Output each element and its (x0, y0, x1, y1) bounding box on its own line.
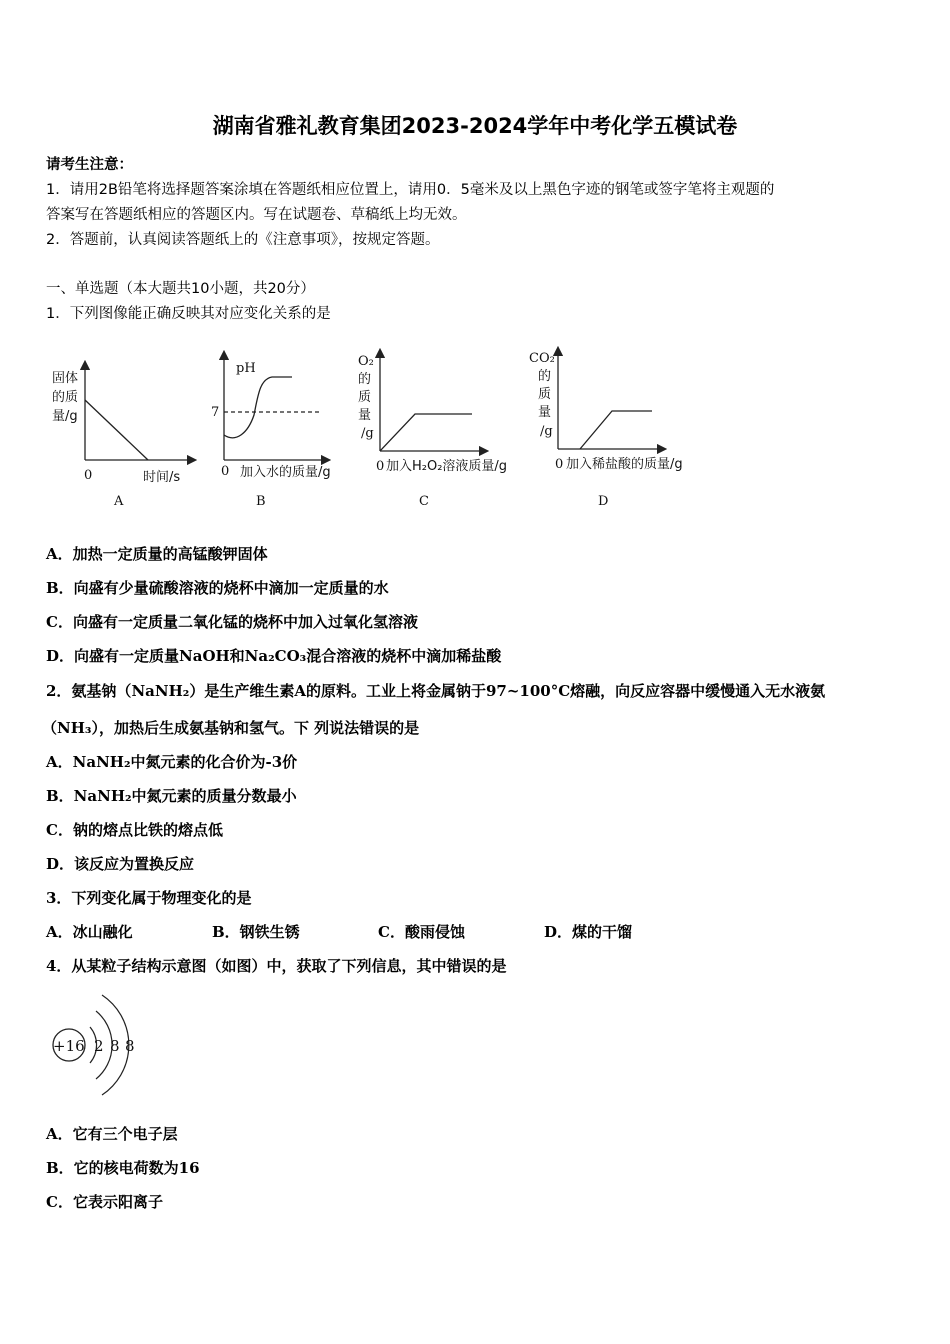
graph-b-label: B (256, 494, 266, 509)
graph-d (529, 351, 683, 509)
graph-c-label: C (419, 494, 429, 509)
notice-item-1a: 1．请用2B铅笔将选择题答案涂填在答题纸相应位置上，请用0．5毫米及以上黑色字迹的钢笔或签字笔将主观题的 (46, 182, 775, 198)
graph-c-ylabel-5: /g (361, 426, 374, 441)
graph-a-curve (85, 400, 148, 460)
q3-options (46, 921, 632, 942)
graph-a-ylabel-3: 量/g (52, 409, 78, 424)
graph-d-xlabel: 加入稀盐酸的质量/g (566, 457, 683, 472)
q1-option-d: D．向盛有一定质量NaOH和Na₂CO₃混合溶液的烧杯中滴加稀盐酸 (46, 647, 502, 665)
graph-d-curve (580, 411, 652, 449)
graph-c (358, 353, 507, 509)
q1-option-a: A．加热一定质量的高锰酸钾固体 (46, 545, 268, 563)
q2-stem-line-2: （NH₃），加热后生成氨基钠和氢气。下 列说法错误的是 (42, 719, 420, 737)
notice-item-2: 2．答题前，认真阅读答题纸上的《注意事项》，按规定答题。 (46, 232, 440, 248)
graph-c-ylabel-4: 量 (358, 408, 372, 423)
notice-item-1b: 答案写在答题纸相应的答题区内。写在试题卷、草稿纸上均无效。 (46, 207, 467, 223)
q2-option-c: C．钠的熔点比铁的熔点低 (46, 821, 223, 839)
graph-a-label: A (114, 494, 124, 509)
q1-option-c: C．向盛有一定质量二氧化锰的烧杯中加入过氧化氢溶液 (46, 613, 418, 631)
q2-option-a: A．NaNH₂中氮元素的化合价为-3价 (46, 753, 298, 771)
q1-option-b: B．向盛有少量硫酸溶液的烧杯中滴加一定质量的水 (46, 579, 389, 597)
q1-stem: 1．下列图像能正确反映其对应变化关系的是 (46, 306, 331, 322)
q3-stem: 3．下列变化属于物理变化的是 (46, 889, 252, 907)
page-title: 湖南省雅礼教育集团2023-2024学年中考化学五模试卷 (212, 114, 738, 138)
notice-heading: 请考生注意： (46, 157, 133, 173)
q3-option-d: D．煤的干馏 (544, 923, 633, 941)
q1-figures (0, 335, 950, 515)
graph-c-curve (380, 414, 472, 451)
graph-c-ylabel-2: 的 (358, 372, 372, 387)
graph-a (52, 365, 192, 509)
q3-option-a: A．冰山融化 (46, 923, 133, 941)
shell-count-2: 8 (110, 1037, 120, 1055)
graph-c-ylabel-1: O₂ (358, 354, 374, 369)
q4-option-c: C．它表示阳离子 (46, 1193, 163, 1211)
graph-b (211, 355, 331, 509)
graph-d-ylabel-2: 的 (538, 369, 552, 384)
graph-b-ylabel: pH (236, 361, 256, 376)
graph-c-origin: 0 (376, 459, 385, 474)
q4-option-a: A．它有三个电子层 (46, 1125, 178, 1143)
graph-d-ylabel-1: CO₂ (529, 351, 555, 366)
q2-stem-line-1: 2．氨基钠（NaNH₂）是生产维生素A的原料。工业上将金属钠于97~100°C熔融，向反应容器中缓慢通入无水液氨 (46, 682, 826, 700)
graph-d-ylabel-4: 量 (538, 405, 552, 420)
graph-d-ylabel-5: /g (540, 424, 553, 439)
shell-count-3: 8 (125, 1037, 135, 1055)
q2-option-d: D．该反应为置换反应 (46, 855, 195, 873)
q3-option-c: C．酸雨侵蚀 (378, 923, 465, 941)
section-heading: 一、单选题（本大题共10小题，共20分） (46, 281, 315, 297)
graph-a-xlabel: 时间/s (143, 470, 181, 485)
q3-option-b: B．钢铁生锈 (212, 923, 300, 941)
graph-d-label: D (598, 494, 609, 509)
graph-d-ylabel-3: 质 (538, 387, 552, 402)
graph-b-origin: 0 (221, 464, 230, 479)
q2-option-b: B．NaNH₂中氮元素的质量分数最小 (46, 787, 297, 805)
q4-atom-diagram (40, 985, 160, 1105)
nucleus-charge: +16 (53, 1037, 85, 1055)
graph-d-origin: 0 (555, 457, 564, 472)
graph-b-tick-7: 7 (211, 405, 220, 420)
q4-option-b: B．它的核电荷数为16 (46, 1159, 200, 1177)
graph-b-xlabel: 加入水的质量/g (240, 465, 331, 480)
q4-stem: 4．从某粒子结构示意图（如图）中，获取了下列信息，其中错误的是 (46, 957, 507, 975)
graph-b-curve (224, 377, 292, 438)
graph-a-ylabel-2: 的质 (52, 390, 79, 405)
shell-count-1: 2 (94, 1037, 104, 1055)
graph-c-xlabel: 加入H₂O₂溶液质量/g (386, 459, 508, 474)
graph-a-ylabel-1: 固体 (52, 371, 79, 386)
graph-c-ylabel-3: 质 (358, 390, 372, 405)
graph-a-origin: 0 (84, 468, 93, 483)
